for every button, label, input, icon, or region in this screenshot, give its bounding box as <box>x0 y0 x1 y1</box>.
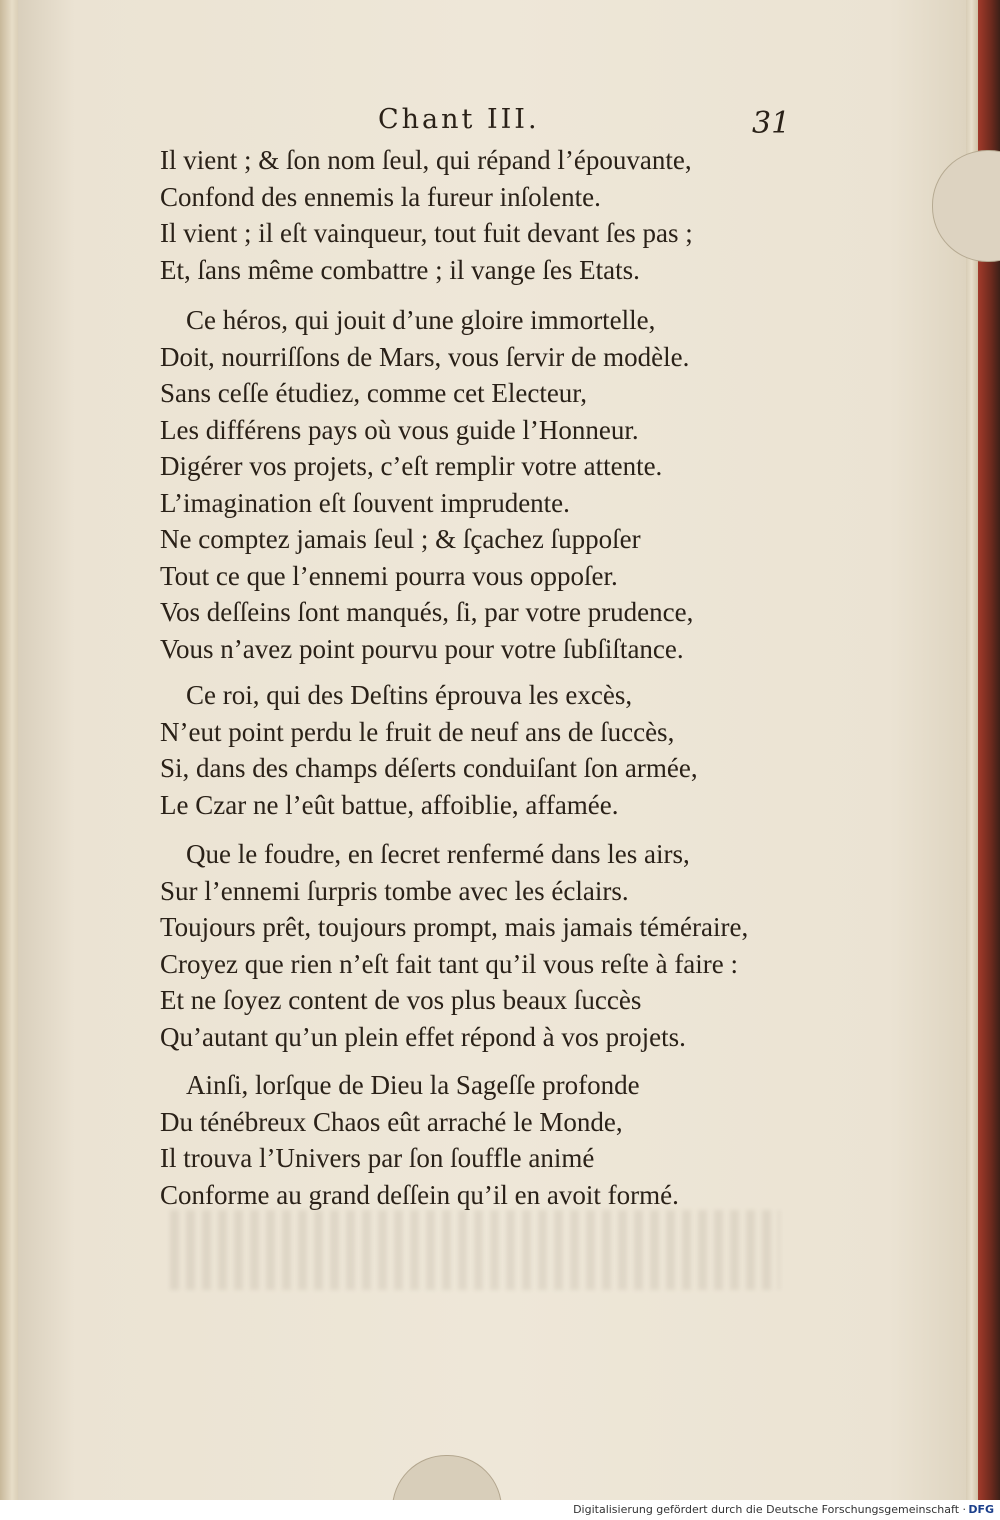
verse-line: Vous n’avez point pourvu pour votre ſubſiſtance. <box>160 633 684 664</box>
verse-line: Ainſi, lorſque de Dieu la Sageſſe profonde <box>186 1070 640 1100</box>
verse-line: Ne comptez jamais ſeul ; & ſçachez ſuppoſer <box>160 524 641 554</box>
verse-line: Et, ſans même combattre ; il vange ſes Etats. <box>160 254 640 285</box>
page-number: 31 <box>752 106 791 141</box>
verse-line: Doit, nourriſſons de Mars, vous ſervir de modèle. <box>160 341 690 372</box>
verse-line: Croyez que rien n’eſt fait tant qu’il vous reſte à faire : <box>160 948 739 979</box>
verse-line: Il trouva l’Univers par ſon ſouffle animé <box>160 1143 595 1173</box>
stanza-4 <box>160 836 748 1055</box>
footer-bar <box>0 1500 1000 1520</box>
verse-line: Qu’autant qu’un plein effet répond à vos projets. <box>160 1021 686 1052</box>
verse-line: Ce héros, qui jouit d’une gloire immortelle, <box>186 305 656 335</box>
stanza-2 <box>160 302 693 667</box>
verse-line: Que le foudre, en ſecret renfermé dans les airs, <box>186 839 690 869</box>
verse-line: Il vient ; & ſon nom ſeul, qui répand l’épouvante, <box>160 145 692 175</box>
verse-line: Il vient ; il eſt vainqueur, tout fuit devant ſes pas ; <box>160 218 693 248</box>
verse-line: Du ténébreux Chaos eût arraché le Monde, <box>160 1106 623 1137</box>
verse-line: Et ne ſoyez content de vos plus beaux ſuccès <box>160 985 642 1015</box>
funding-credit: Digitalisierung gefördert durch die Deutsche Forschungsgemeinschaft · <box>573 1503 966 1516</box>
verse-line: Les différens pays où vous guide l’Honneur. <box>160 414 639 445</box>
left-page-edge <box>0 0 20 1500</box>
show-through-text <box>170 1210 780 1290</box>
dfg-logo: DFG <box>968 1503 994 1516</box>
verse-line: Confond des ennemis la fureur inſolente. <box>160 181 601 212</box>
verse-line: Tout ce que l’ennemi pourra vous oppoſer. <box>160 560 618 591</box>
verse-line: Toujours prêt, toujours prompt, mais jamais téméraire, <box>160 912 749 942</box>
verse-line: Si, dans des champs déſerts conduiſant ſon armée, <box>160 753 698 783</box>
verse-line: Digérer vos projets, c’eſt remplir votre attente. <box>160 451 663 481</box>
stanza-5 <box>160 1067 679 1213</box>
stanza-3 <box>160 677 698 823</box>
verse-line: Le Czar ne l’eût battue, affoiblie, affamée. <box>160 789 619 820</box>
verse-line: Ce roi, qui des Deſtins éprouva les excès, <box>186 680 633 710</box>
stanza-1 <box>160 142 693 288</box>
verse-line: Sur l’ennemi ſurpris tombe avec les éclairs. <box>160 875 629 906</box>
verse-line: N’eut point perdu le fruit de neuf ans de ſuccès, <box>160 716 675 747</box>
verse-line: Sans ceſſe étudiez, comme cet Electeur, <box>160 378 587 408</box>
verse-line: Conforme au grand deſſein qu’il en avoit formé. <box>160 1179 679 1210</box>
verse-line: L’imagination eſt ſouvent imprudente. <box>160 487 570 518</box>
verse-line: Vos deſſeins ſont manqués, ſi, par votre prudence, <box>160 597 694 627</box>
running-head: Chant III. <box>378 104 540 135</box>
